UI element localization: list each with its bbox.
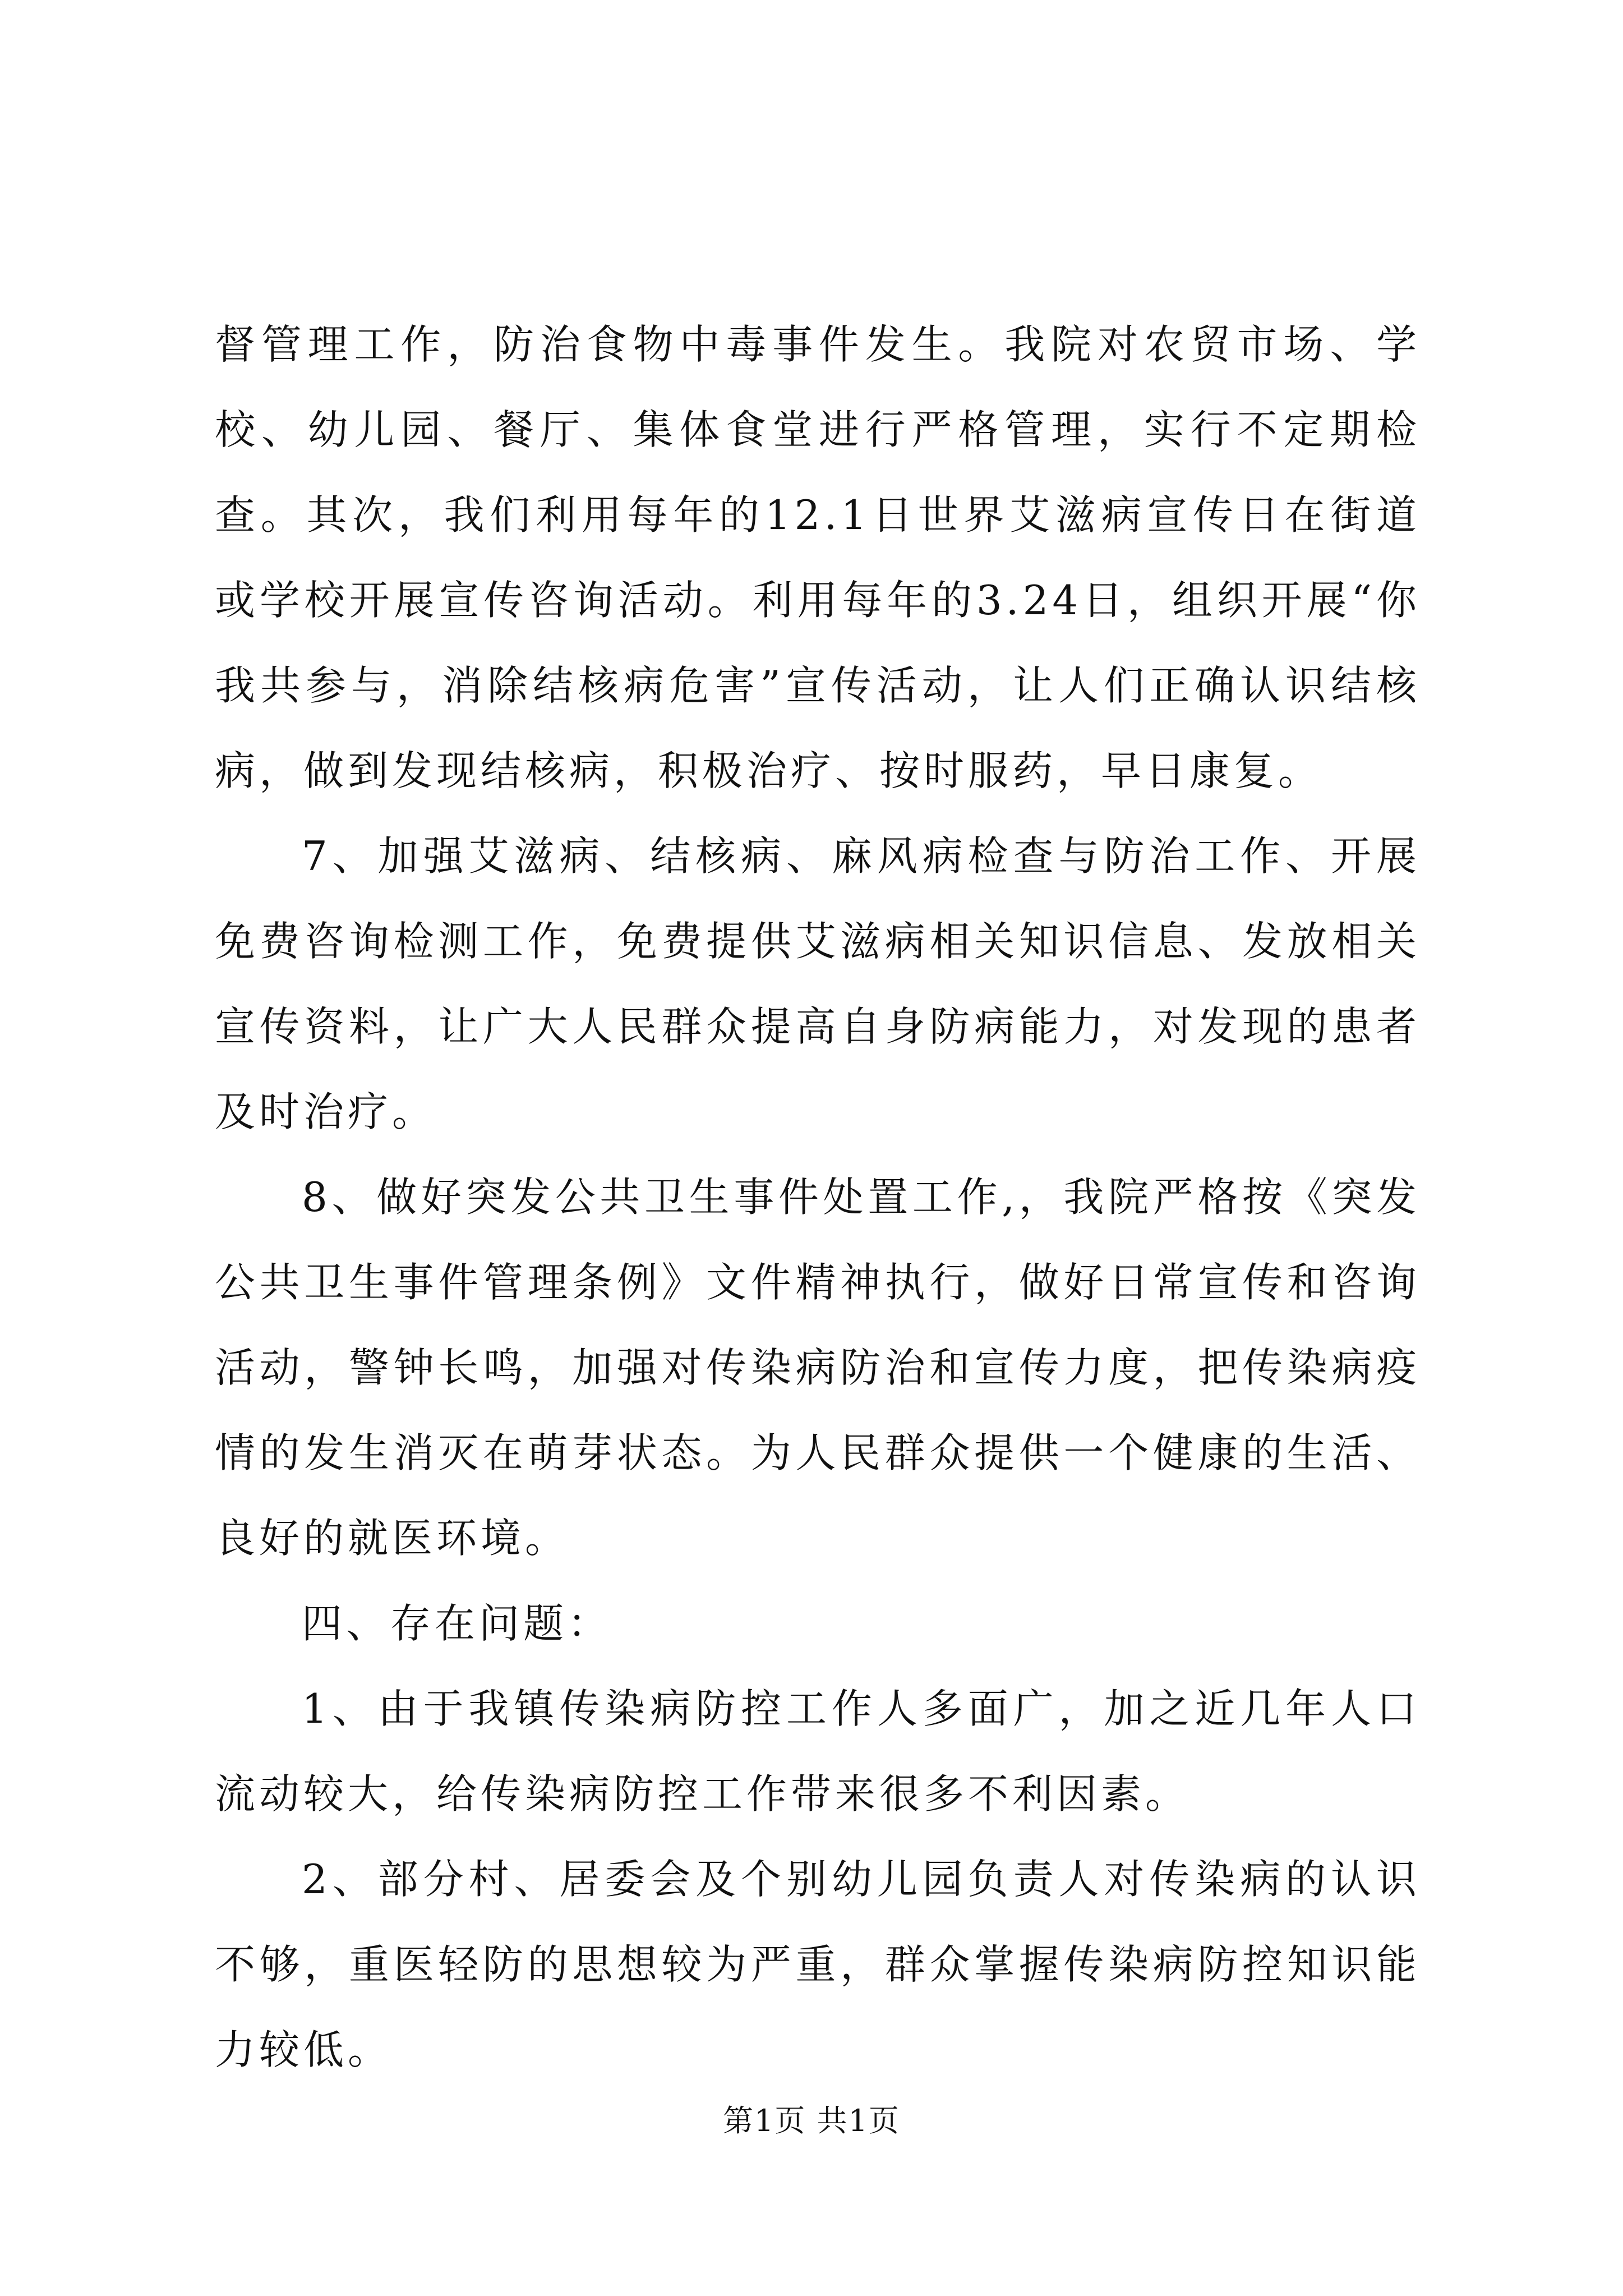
paragraph-continuation: 督管理工作，防治食物中毒事件发生。我院对农贸市场、学校、幼儿园、餐厅、集体食堂进行严格管理，实行不定期检查。其次，我们利用每年的12.1日世界艾滋病宣传日在街道或学校开展宣传咨询活动。利用每年的3.24日，组织开展“你我共参与，消除结核病危害”宣传活动，让人们正确认识结核病，做到发现结核病，积极治疗、按时服药，早日康复。 [215,321,1421,794]
section-heading-problems: 四、存在问题： [302,1600,612,1647]
paragraph-problem-1: 1、由于我镇传染病防控工作人多面广，加之近几年人口流动较大，给传染病防控工作带来很多不利因素。 [215,1685,1421,1818]
paragraph-problem-2: 2、部分村、居委会及个别幼儿园负责人对传染病的认识不够，重医轻防的思想较为严重，群众掌握传染病防控知识能力较低。 [215,1856,1421,2073]
paragraph-item-7: 7、加强艾滋病、结核病、麻风病检查与防治工作、开展免费咨询检测工作，免费提供艾滋病相关知识信息、发放相关宣传资料，让广大人民群众提高自身防病能力，对发现的患者及时治疗。 [215,832,1421,1135]
document-body [215,302,1421,2092]
paragraph-item-8: 8、做好突发公共卫生事件处置工作,，我院严格按《突发公共卫生事件管理条例》文件精神执行，做好日常宣传和咨询活动，警钟长鸣，加强对传染病防治和宣传力度，把传染病疫情的发生消灭在萌芽状态。为人民群众提供一个健康的生活、良好的就医环境。 [215,1174,1421,1562]
page-footer: 第1页 共1页 [723,2103,900,2138]
